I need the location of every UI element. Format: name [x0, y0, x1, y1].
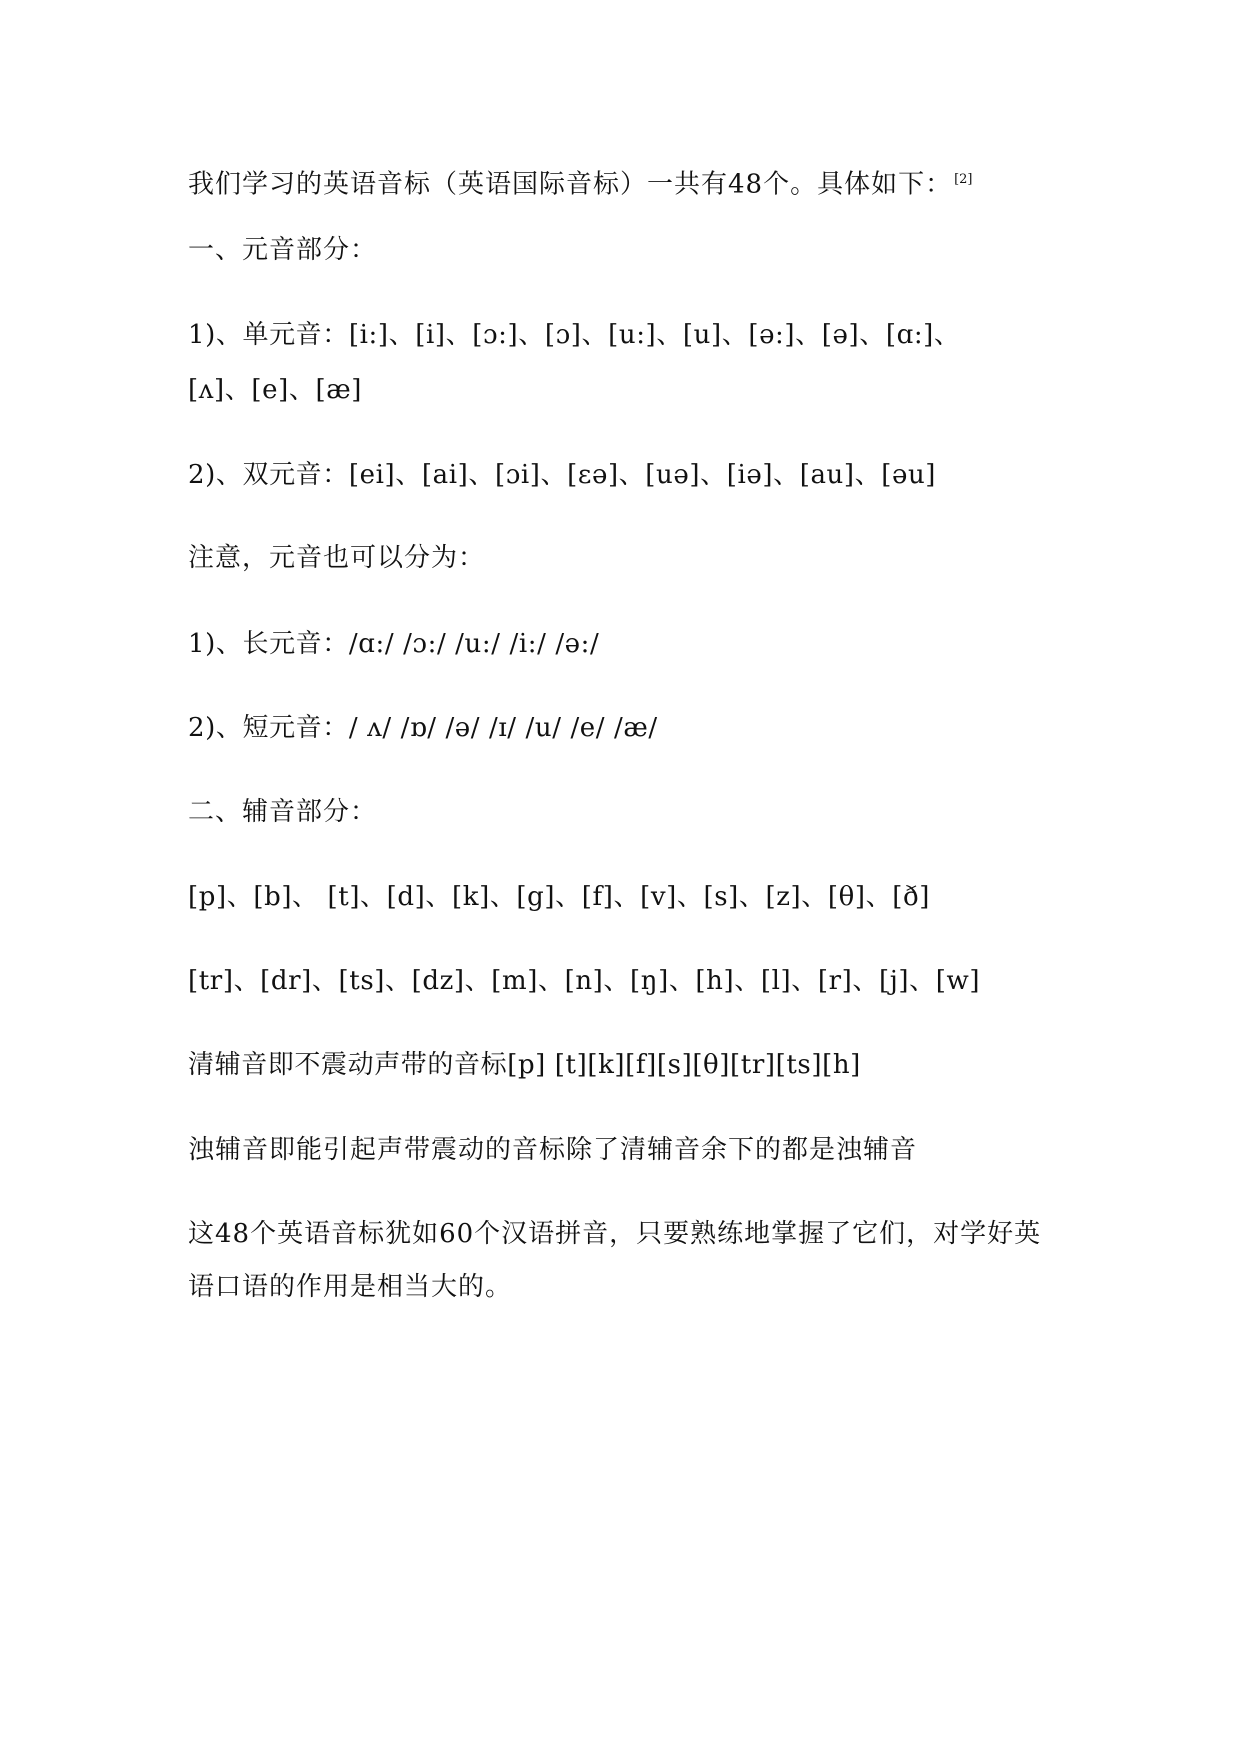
- voiced-consonants-line: 浊辅音即能引起声带震动的音标除了清辅音余下的都是浊辅音: [188, 1135, 918, 1165]
- vowels-heading: 一、元音部分：: [188, 235, 378, 265]
- monophthongs-line-2: [ʌ]、[e]、[æ]: [188, 375, 362, 405]
- long-vowels-line: 1)、长元音：/ɑ:/ /ɔ:/ /u:/ /i:/ /ə:/: [188, 629, 600, 659]
- intro-text: 我们学习的英语音标（英语国际音标）一共有48个。具体如下：: [188, 169, 953, 200]
- short-vowels-line: 2)、短元音：/ ʌ/ /ɒ/ /ə/ /ɪ/ /u/ /e/ /æ/: [188, 713, 658, 743]
- diphthongs-line: 2)、双元音：[ei]、[ai]、[ɔi]、[εə]、[uə]、[iə]、[au]、[əu]: [188, 460, 937, 490]
- consonants-line-1: [p]、[b]、 [t]、[d]、[k]、[g]、[f]、[v]、[s]、[z]、[θ]、[ð]: [188, 882, 930, 912]
- monophthongs-line-1: 1)、单元音：[i:]、[i]、[ɔ:]、[ɔ]、[u:]、[u]、[ə:]、[ə]、[ɑ:]、: [188, 320, 961, 350]
- vowel-note: 注意，元音也可以分为：: [188, 543, 486, 573]
- voiceless-consonants-line: 清辅音即不震动声带的音标[p] [t][k][f][s][θ][tr][ts][h]: [188, 1050, 861, 1080]
- conclusion-line-1: 这48个英语音标犹如60个汉语拼音，只要熟练地掌握了它们，对学好英: [188, 1219, 1042, 1249]
- consonants-line-2: [tr]、[dr]、[ts]、[dz]、[m]、[n]、[ŋ]、[h]、[l]、[r]、[j]、[w]: [188, 966, 981, 996]
- conclusion-line-2: 语口语的作用是相当大的。: [188, 1272, 513, 1302]
- consonants-heading: 二、辅音部分：: [188, 797, 378, 827]
- footnote-reference[interactable]: [2]: [954, 172, 973, 187]
- intro-paragraph: [188, 163, 973, 202]
